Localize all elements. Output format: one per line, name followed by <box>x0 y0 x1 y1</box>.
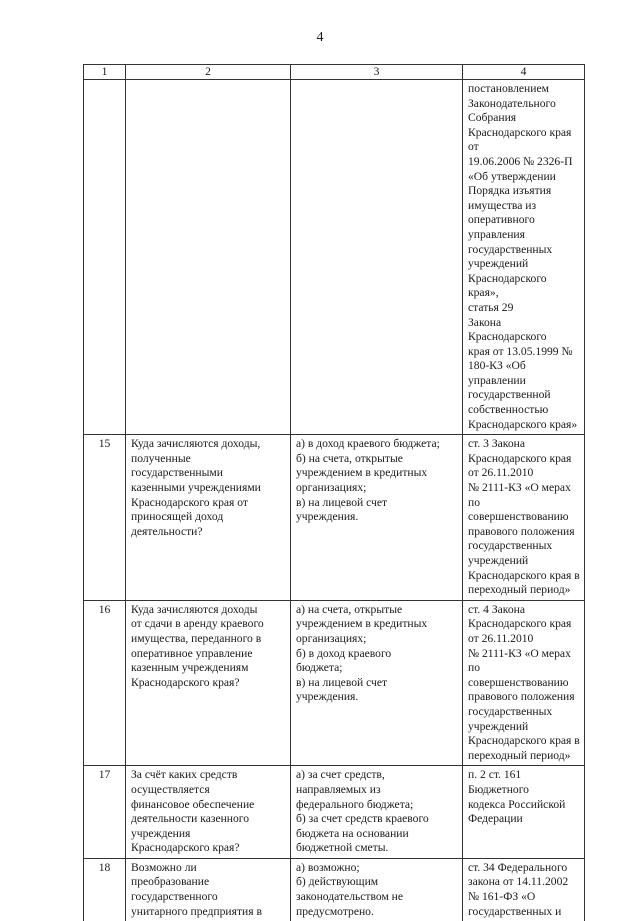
source-cell: ст. 34 Федерального закона от 14.11.2002 № 161-ФЗ «О государственных и <box>463 858 585 921</box>
table-row <box>84 858 585 921</box>
row-number: 18 <box>84 858 126 921</box>
column-header: 4 <box>463 65 585 80</box>
answers-cell: а) на счета, открытые учреждением в кредитных организациях; б) в доход краевого бюджета; в) на лицевой счет учреждения. <box>291 600 463 766</box>
table-header-row <box>84 65 585 80</box>
row-number <box>84 80 126 435</box>
answers-cell: а) в доход краевого бюджета; б) на счета, открытые учреждением в кредитных организациях; в) на лицевой счет учреждения. <box>291 435 463 601</box>
answers-cell: а) за счет средств, направляемых из федерального бюджета; б) за счет средств краевого бюджета на основании бюджетной сметы. <box>291 766 463 859</box>
questions-table <box>83 64 585 921</box>
table-row <box>84 80 585 435</box>
question-cell: Куда зачисляются доходы, полученные государственными казенными учреждениями Краснодарского края от приносящей доход деятельности? <box>126 435 291 601</box>
question-cell: Куда зачисляются доходы от сдачи в аренду краевого имущества, переданного в оперативное управление казенным учреждениям Краснодарского края? <box>126 600 291 766</box>
table-row <box>84 435 585 601</box>
question-cell <box>126 80 291 435</box>
answers-cell <box>291 80 463 435</box>
column-header: 3 <box>291 65 463 80</box>
row-number: 15 <box>84 435 126 601</box>
question-cell: За счёт каких средств осуществляется финансовое обеспечение деятельности казенного учреждения Краснодарского края? <box>126 766 291 859</box>
source-cell: постановлением Законодательного Собрания Краснодарского края от 19.06.2006 № 2326-П «Об утверждении Порядка изъятия имущества из оперативного управления государственных учреждений Краснодарского края», статья 29 Закона Краснодарского края от 13.05.1999 № 180-КЗ «Об управлении государственной собственностью Краснодарского края» <box>463 80 585 435</box>
page-number: 4 <box>316 30 324 45</box>
row-number: 17 <box>84 766 126 859</box>
table-row <box>84 766 585 859</box>
answers-cell: а) возможно; б) действующим законодательством не предусмотрено. <box>291 858 463 921</box>
row-number: 16 <box>84 600 126 766</box>
column-header: 2 <box>126 65 291 80</box>
source-cell: п. 2 ст. 161 Бюджетного кодекса Российской Федерации <box>463 766 585 859</box>
source-cell: ст. 3 Закона Краснодарского края от 26.11.2010 № 2111-КЗ «О мерах по совершенствованию правового положения государственных учреждений Краснодарского края в переходный период» <box>463 435 585 601</box>
question-cell: Возможно ли преобразование государственного унитарного предприятия в <box>126 858 291 921</box>
table-row <box>84 600 585 766</box>
source-cell: ст. 4 Закона Краснодарского края от 26.11.2010 № 2111-КЗ «О мерах по совершенствованию правового положения государственных учреждений Краснодарского края в переходный период» <box>463 600 585 766</box>
column-header: 1 <box>84 65 126 80</box>
